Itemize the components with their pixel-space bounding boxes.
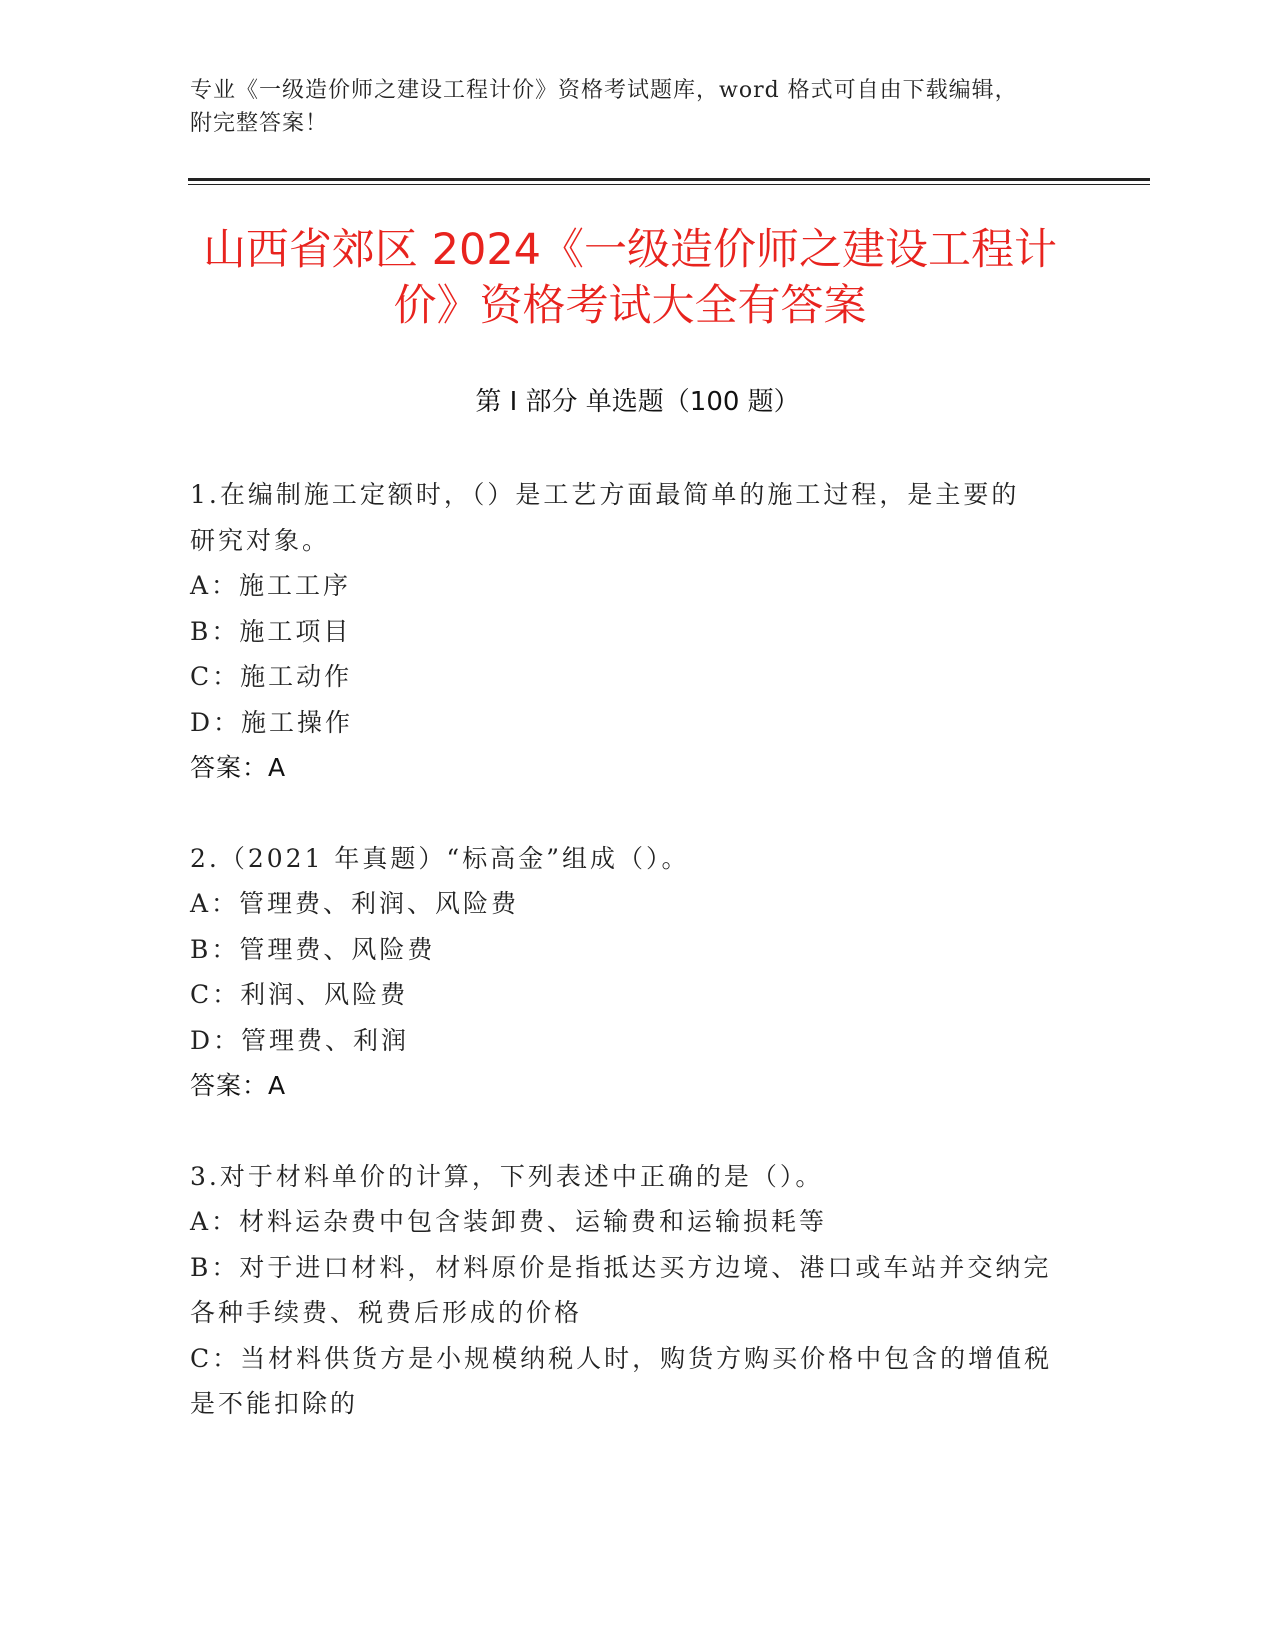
question-2-option-d: D：管理费、利润 bbox=[190, 1025, 410, 1055]
question-3 bbox=[190, 1154, 1070, 1427]
document-title bbox=[150, 222, 1110, 334]
question-3-option-b-line-1: B：对于进口材料，材料原价是指抵达买方边境、港口或车站并交纳完 bbox=[190, 1252, 1052, 1282]
question-2-stem: 2.（2021 年真题）“标高金”组成（）。 bbox=[190, 843, 690, 873]
question-3-option-a: A：材料运杂费中包含装卸费、运输费和运输损耗等 bbox=[190, 1207, 828, 1236]
question-1 bbox=[190, 472, 1070, 791]
question-1-answer: 答案：A bbox=[190, 753, 287, 782]
question-2-option-c: C：利润、风险费 bbox=[190, 980, 409, 1009]
question-2-option-a: A：管理费、利润、风险费 bbox=[190, 889, 520, 918]
question-1-option-b: B：施工项目 bbox=[190, 616, 352, 646]
question-2-answer: 答案：A bbox=[190, 1071, 287, 1100]
question-1-stem-line-2: 研究对象。 bbox=[190, 525, 331, 555]
header-note-line-1: 专业《一级造价师之建设工程计价》资格考试题库，word 格式可自由下载编辑， bbox=[190, 78, 1018, 103]
header-rule-thin bbox=[188, 184, 1150, 185]
question-1-option-d: D：施工操作 bbox=[190, 707, 354, 737]
document-title-line-1: 山西省郊区 2024《一级造价师之建设工程计 bbox=[202, 225, 1058, 275]
document-title-line-2: 价》资格考试大全有答案 bbox=[393, 281, 867, 331]
question-3-option-b-line-2: 各种手续费、税费后形成的价格 bbox=[190, 1298, 583, 1327]
question-2 bbox=[190, 836, 1070, 1109]
header-note bbox=[190, 74, 1070, 140]
question-list bbox=[190, 472, 1070, 1472]
question-3-option-c-line-2: 是不能扣除的 bbox=[190, 1389, 359, 1418]
question-1-stem-line-1: 1.在编制施工定额时，（）是工艺方面最简单的施工过程，是主要的 bbox=[190, 480, 1020, 509]
header-rule-thick bbox=[188, 178, 1150, 181]
header-note-line-2: 附完整答案！ bbox=[190, 111, 329, 136]
question-1-option-a: A：施工工序 bbox=[190, 571, 352, 600]
question-3-option-c-line-1: C：当材料供货方是小规模纳税人时，购货方购买价格中包含的增值税 bbox=[190, 1343, 1053, 1373]
question-3-stem: 3.对于材料单价的计算，下列表述中正确的是（）。 bbox=[190, 1161, 824, 1191]
question-1-option-c: C：施工动作 bbox=[190, 662, 353, 691]
section-heading: 第 I 部分 单选题（100 题） bbox=[475, 387, 800, 417]
question-2-option-b: B：管理费、风险费 bbox=[190, 934, 436, 964]
